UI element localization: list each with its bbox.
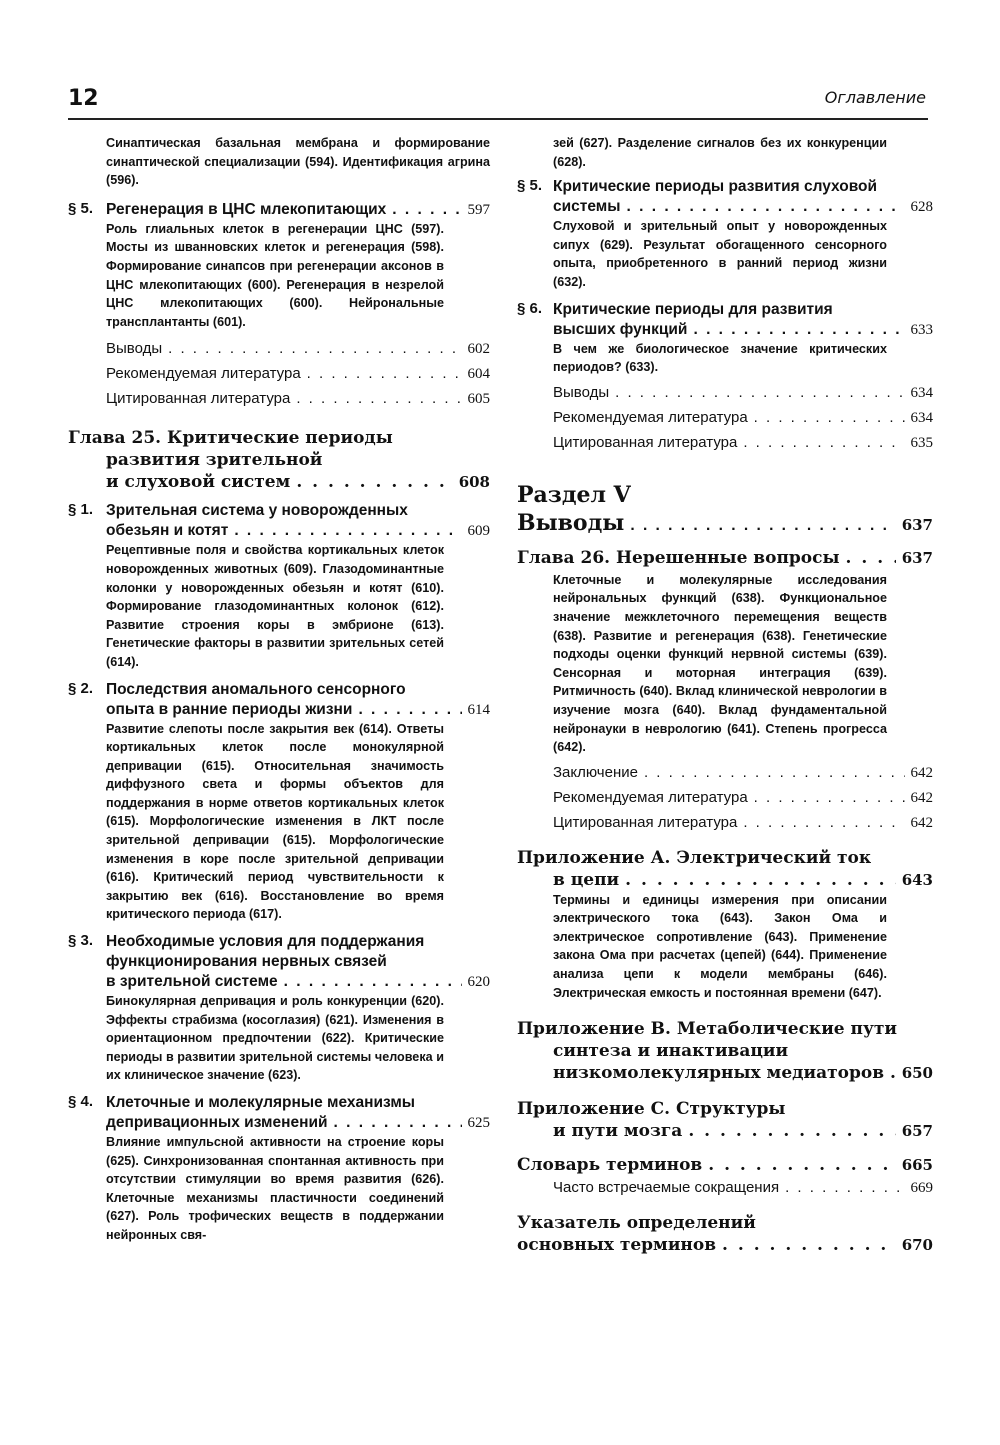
running-head: Оглавление	[824, 88, 926, 107]
toc-section-5-regeneration[interactable]	[68, 200, 490, 332]
section-title-line: функционирования нервных связей	[106, 953, 387, 971]
toc-entry-cited-literature[interactable]	[553, 433, 933, 453]
page-ref: 625	[467, 1115, 490, 1131]
toc-section-6-higher-functions[interactable]	[517, 300, 933, 377]
page-ref: 602	[467, 341, 490, 358]
page-ref: 608	[458, 473, 490, 492]
toc-entry-recommended-literature[interactable]	[106, 364, 490, 384]
leader-dots	[693, 320, 904, 340]
section-number: § 5.	[68, 199, 94, 217]
toc-entry-summary[interactable]	[553, 763, 933, 783]
entry-label: Цитированная литература	[106, 390, 291, 408]
leader-dots	[722, 1234, 896, 1256]
page-ref: 637	[901, 548, 933, 567]
page-header	[68, 82, 928, 120]
page-ref: 609	[467, 523, 490, 540]
leader-dots	[785, 1178, 904, 1198]
section-title-line: Критические периоды для развития	[553, 300, 833, 318]
toc-entry-conclusions[interactable]	[106, 339, 490, 359]
toc-section-4-mechanisms[interactable]	[68, 1093, 490, 1245]
toc-description: зей (627). Разделение сигналов без их конкуренции (628).	[553, 136, 887, 169]
leader-dots	[626, 197, 904, 217]
section-number: § 3.	[68, 932, 94, 950]
section-title-line: Критические периоды развития слуховой	[553, 178, 878, 196]
toc-chapter-26[interactable]	[517, 547, 933, 757]
page-ref: 634	[910, 409, 933, 426]
entry-label: Цитированная литература	[553, 433, 738, 451]
leader-dots	[234, 521, 461, 541]
page-ref: 643	[901, 870, 933, 889]
entry-label: Выводы	[553, 383, 610, 401]
page-ref: 614	[467, 701, 490, 718]
entry-label: Рекомендуемая литература	[553, 408, 748, 426]
page-ref: 605	[467, 391, 490, 408]
toc-appendix-a[interactable]	[517, 847, 933, 1003]
leader-dots	[334, 1113, 462, 1133]
section-number: § 4.	[68, 1093, 94, 1110]
page-ref: 650	[901, 1064, 933, 1083]
entry-label: Цитированная литература	[553, 813, 738, 831]
page-ref: 642	[910, 789, 933, 806]
entry-label: Рекомендуемая литература	[106, 365, 301, 383]
page-ref: 642	[910, 814, 933, 831]
section-title-line: Последствия аномального сенсорного	[106, 680, 406, 698]
page-ref: 637	[901, 515, 933, 534]
toc-subentries	[517, 383, 933, 453]
appendix-description: Термины и единицы измерения при описании электрического тока (643). Закон Ома и электрическое сопротивление (643). Применение закона Ома при расчетах (цепей) (644). Применение анализа цепи к модели мембраны (646). Электрическая емкость и постоянная времени (647).	[553, 892, 887, 1000]
toc-left-column	[68, 134, 490, 1245]
entry-label: Рекомендуемая литература	[553, 788, 748, 806]
leader-dots	[688, 1120, 895, 1142]
leader-dots	[625, 869, 896, 891]
part-title: Выводы	[517, 509, 625, 536]
leader-dots	[630, 516, 895, 536]
leader-dots	[644, 763, 905, 783]
toc-entry-conclusions[interactable]	[553, 383, 933, 403]
leader-dots	[307, 364, 462, 384]
toc-entry-recommended-literature[interactable]	[553, 408, 933, 428]
section-title-line: Клеточные и молекулярные механизмы	[106, 1094, 416, 1111]
leader-dots	[708, 1154, 895, 1176]
leader-dots	[392, 200, 461, 220]
toc-right-column	[517, 134, 933, 1256]
leader-dots	[890, 1062, 896, 1084]
page-ref: 604	[467, 366, 490, 383]
leader-dots	[754, 788, 905, 808]
glossary-title: Словарь терминов	[517, 1155, 703, 1176]
page-ref: 633	[910, 321, 933, 338]
toc-index[interactable]	[517, 1212, 933, 1256]
appendix-title-line: и пути мозга	[553, 1121, 683, 1142]
leader-dots	[296, 389, 461, 409]
section-description: Развитие слепоты после закрытия век (614). Ответы кортикальных клеток после монокулярной депривации (615). Относительная значимость диффузного света и формы объектов для поддержания в норме ответов кортикальных клеток (615). Морфологические изменения в ЛКТ после зрительной депривации (615). Морфологические изменения в коре после зрительной депривации (616). Критический период чувствительности к закрытию век (616). Восстановление во время критического периода (617).	[106, 721, 444, 922]
section-title: депривационных изменений	[106, 1114, 328, 1131]
entry-label: Заключение	[553, 763, 638, 781]
toc-entry-cited-literature[interactable]	[553, 813, 933, 833]
leader-dots	[846, 547, 896, 569]
appendix-title-line: низкомолекулярных медиаторов	[553, 1063, 885, 1084]
toc-description: Синаптическая базальная мембрана и формирование синаптической специализации (594). Идентификация агрина (596).	[106, 136, 490, 188]
page-ref: 597	[467, 201, 490, 218]
toc-entry-recommended-literature[interactable]	[553, 788, 933, 808]
toc-appendix-b[interactable]	[517, 1018, 933, 1084]
index-title-line: основных терминов	[517, 1235, 717, 1256]
leader-dots	[168, 339, 461, 359]
page-ref: 665	[901, 1156, 933, 1175]
chapter-title-line: Глава 25. Критические периоды	[68, 428, 393, 449]
appendix-title-line: Приложение А. Электрический ток	[517, 847, 872, 868]
section-description: Влияние импульсной активности на строение коры (625). Синхронизованная спонтанная активность при отсутствии стимуляции во время развития (626). Клеточные механизмы пластичности соединений (627). Роль трофических веществ в поддержании нейронных свя-	[106, 1135, 444, 1242]
section-title: Регенерация в ЦНС млекопитающих	[106, 200, 387, 218]
toc-chapter-25[interactable]	[68, 427, 490, 493]
section-description: Роль глиальных клеток в регенерации ЦНС (597). Мосты из шванновских клеток и регенерация (598). Формирование синапсов при регенерации аксонов в ЦНС млекопитающих (600). Регенерация в незрелой ЦНС млекопитающих (600). Нейрональные трансплантанты (601).	[106, 221, 444, 329]
leader-dots	[743, 433, 904, 453]
section-number: § 5.	[517, 177, 543, 195]
leader-dots	[284, 972, 462, 992]
toc-part-5[interactable]	[517, 481, 933, 537]
page-ref: 670	[901, 1236, 933, 1255]
appendix-title-line: синтеза и инактивации	[553, 1041, 789, 1062]
page-ref: 620	[467, 974, 490, 991]
chapter-title: Глава 26. Нерешенные вопросы	[517, 547, 840, 568]
section-description: Бинокулярная депривация и роль конкуренции (620). Эффекты страбизма (косоглазия) (621). Изменения в ориентационном предпочтении (622). Критические периоды в развитии зрительной системы человека и их клиническое значение (623).	[106, 994, 444, 1083]
entry-label: Часто встречаемые сокращения	[553, 1179, 780, 1197]
section-title: системы	[553, 198, 621, 216]
section-title-line: Зрительная система у новорожденных	[106, 502, 408, 520]
page-number: 12	[68, 86, 99, 111]
toc-entry-cited-literature[interactable]	[106, 389, 490, 409]
page-ref: 657	[901, 1122, 933, 1141]
section-number: § 6.	[517, 299, 543, 317]
index-title-line: Указатель определений	[517, 1213, 756, 1234]
section-description: В чем же биологическое значение критических периодов? (633).	[553, 341, 887, 375]
toc-section-3-conditions[interactable]	[68, 932, 490, 1085]
leader-dots	[615, 383, 904, 403]
toc-glossary[interactable]	[517, 1154, 933, 1198]
chapter-description: Клеточные и молекулярные исследования нейрональных функций (638). Функциональное значение межклеточного перемещения веществ (638). Развитие и регенерация (638). Генетические подходы оценки функций нервной системы (639). Сенсорная и моторная интеграция (639). Ритмичность (640). Вклад клинической неврологии в изучение мозга (640). Вклад фундаментальной нейронауки в неврологию (641). Степень прогресса (642).	[553, 572, 887, 755]
section-title: опыта в ранние периоды жизни	[106, 700, 353, 718]
page-ref: 642	[910, 764, 933, 781]
toc-subentries	[68, 339, 490, 409]
page-ref: 669	[910, 1180, 933, 1197]
toc-subentries	[517, 763, 933, 833]
toc-section-1-visual-newborn[interactable]	[68, 501, 490, 671]
leader-dots	[296, 471, 452, 493]
page-ref: 628	[910, 199, 933, 216]
part-label: Раздел V	[517, 481, 631, 508]
section-title: в зрительной системе	[106, 973, 278, 991]
chapter-title-line: развития зрительной	[106, 450, 323, 471]
section-title: высших функций	[553, 320, 688, 338]
page-ref: 634	[910, 384, 933, 401]
section-title: обезьян и котят	[106, 522, 229, 540]
chapter-title-line: и слуховой систем	[106, 472, 291, 493]
entry-label: Выводы	[106, 340, 163, 358]
appendix-title-line: Приложение В. Метаболические пути	[517, 1019, 898, 1040]
page-ref: 635	[910, 434, 933, 451]
section-number: § 2.	[68, 679, 94, 697]
toc-appendix-c[interactable]	[517, 1098, 933, 1142]
appendix-title-line: в цепи	[553, 869, 620, 890]
toc-entry-abbreviations[interactable]	[517, 1178, 933, 1198]
appendix-title-line: Приложение С. Структуры	[517, 1099, 786, 1120]
toc-section-2-abnormal-experience[interactable]	[68, 680, 490, 925]
leader-dots	[743, 813, 904, 833]
leader-dots	[754, 408, 905, 428]
section-title-line: Необходимые условия для поддержания	[106, 933, 425, 951]
section-description: Рецептивные поля и свойства кортикальных клеток новорожденных животных (609). Глазодоминантные колонки у новорожденных обезьян и котят (610). Формирование глазодоминантных колонок (612). Развитие строения коры в эмбрионе (613). Генетические факторы в развитии зрительных сетей (614).	[106, 543, 444, 669]
toc-section-5-auditory[interactable]	[517, 177, 933, 291]
section-number: § 1.	[68, 501, 94, 519]
section-description: Слуховой и зрительный опыт у новорожденных сипух (629). Результат обогащенного сенсорного опыта, приобретенного в ранний период жизни (632).	[553, 219, 887, 289]
leader-dots	[358, 700, 461, 720]
